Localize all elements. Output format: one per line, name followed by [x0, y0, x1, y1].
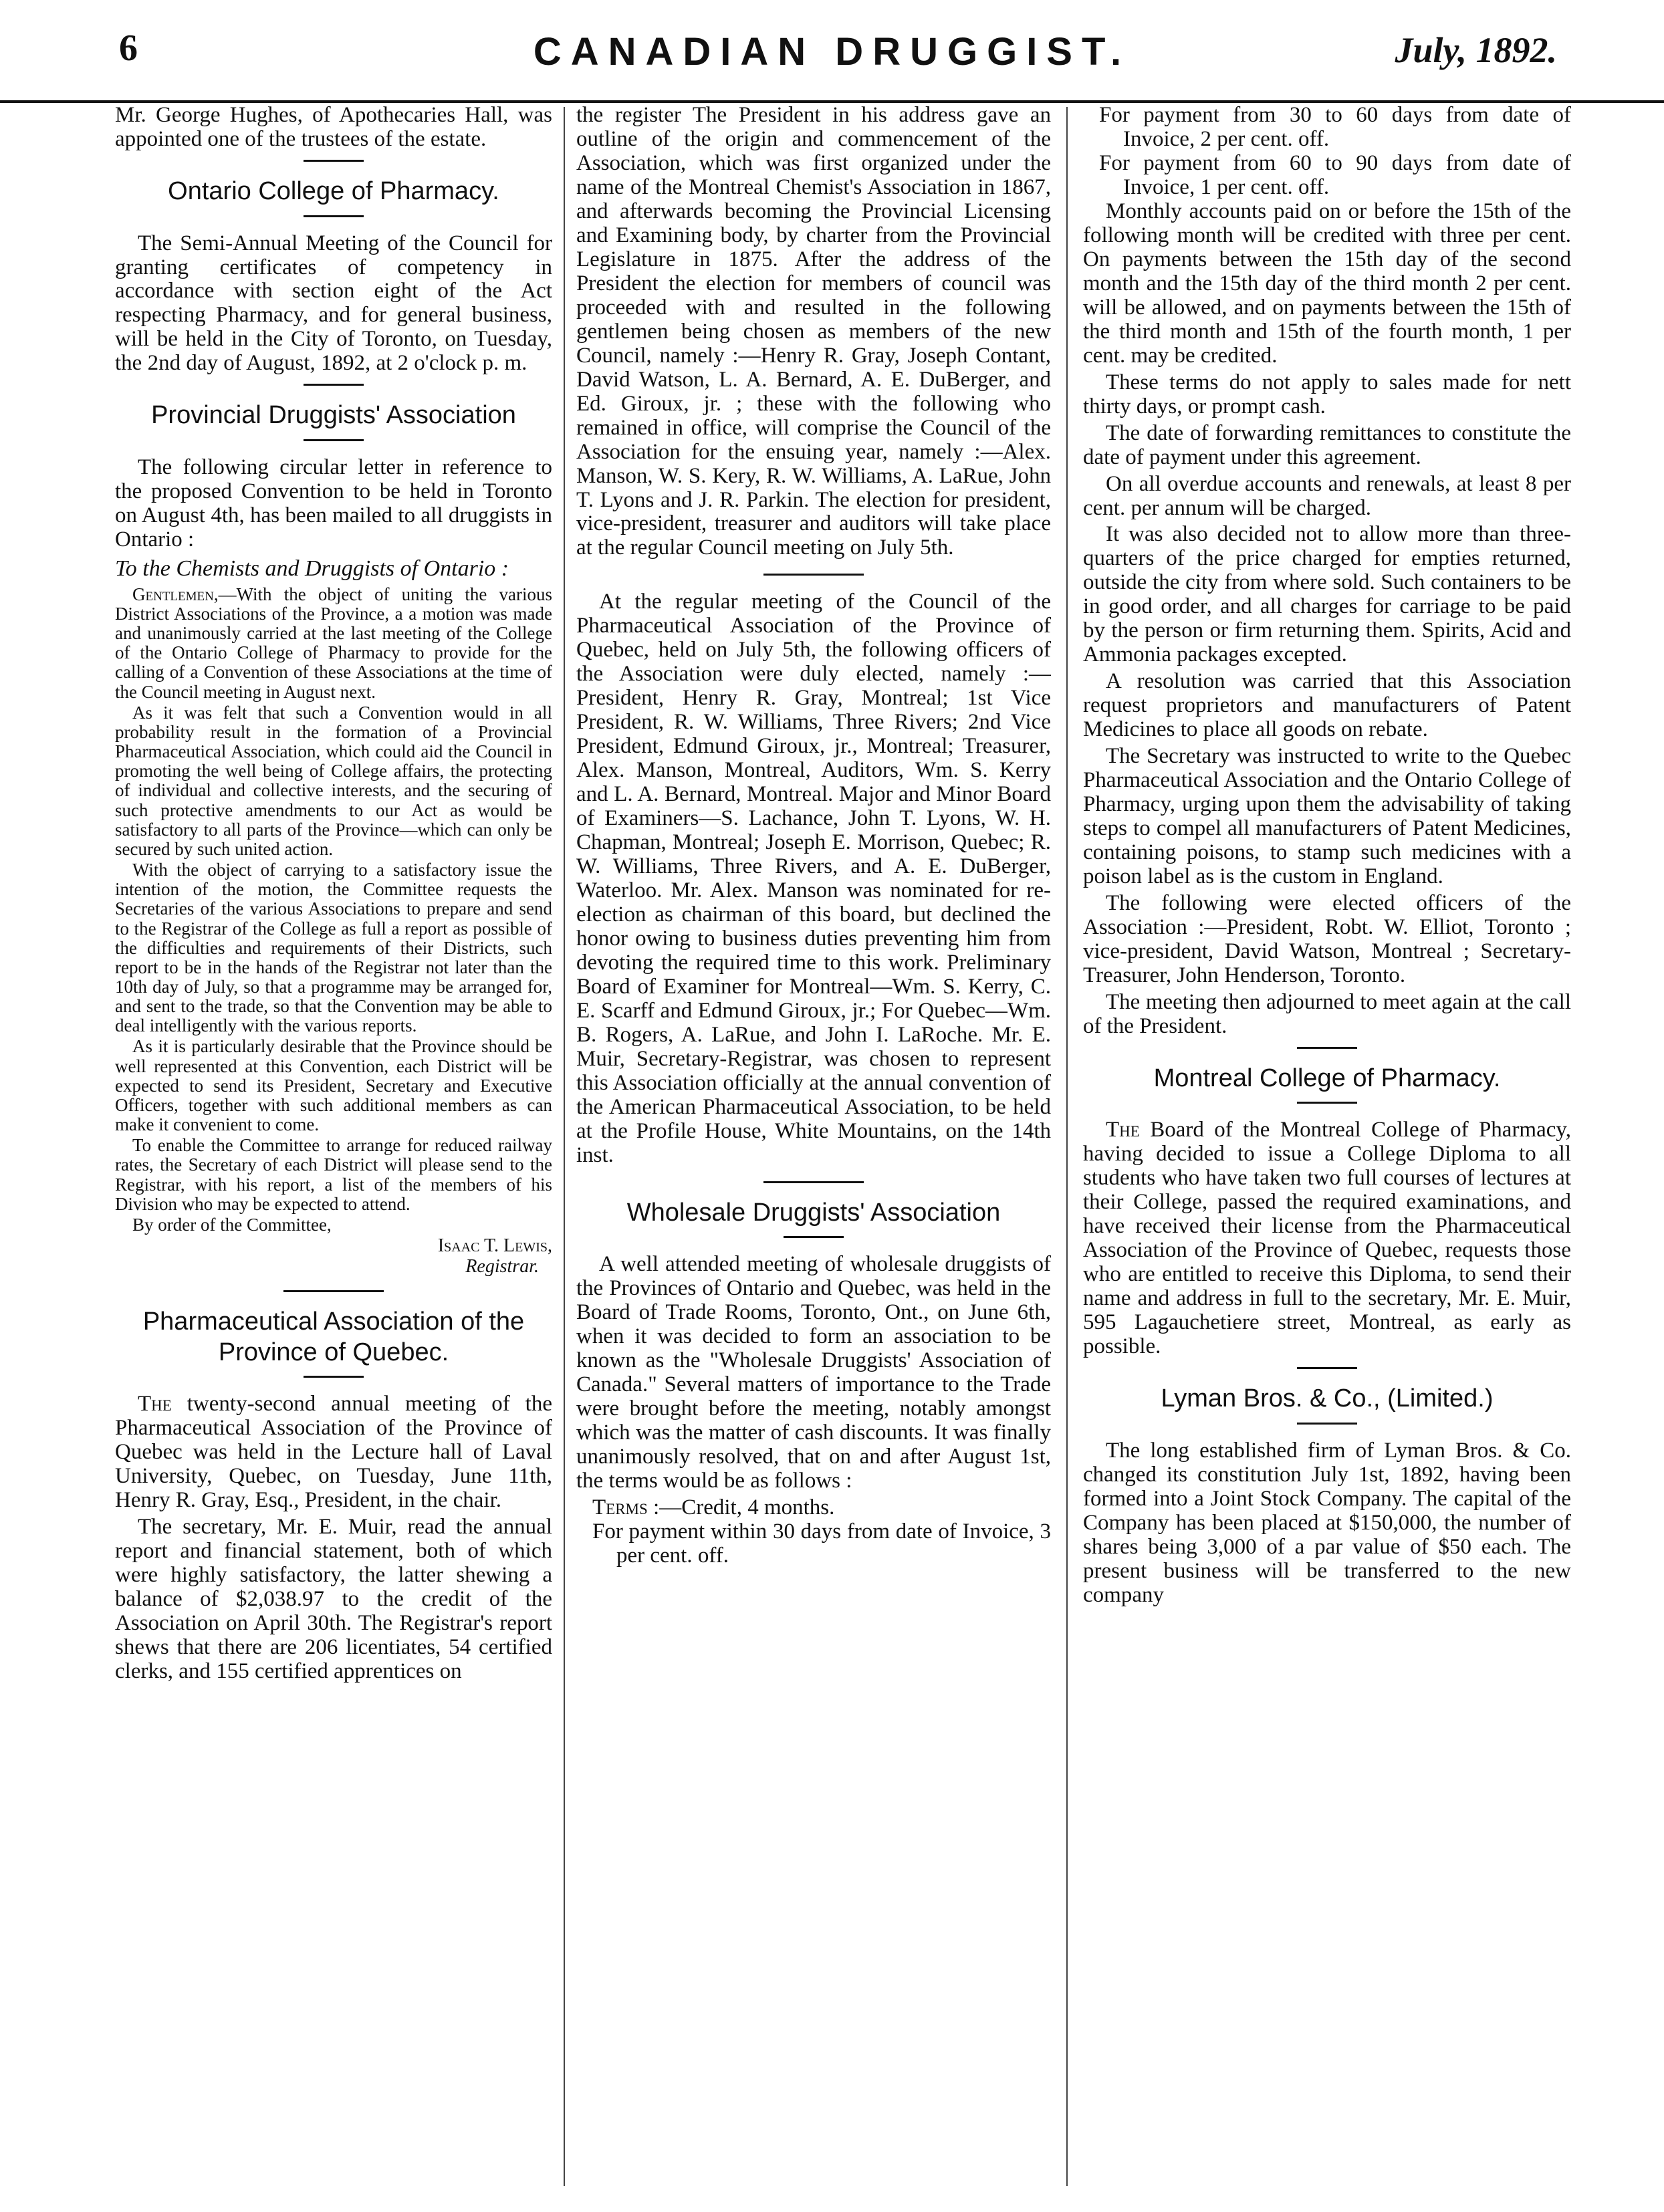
- article-paragraph: A well attended meeting of wholesale druggists of the Provinces of Ontario and Quebec, was held in the Board of Trade Rooms, Toronto, Ont., on June 6th, when it was decided to form an association to be known as the "Wholesale Druggists' Association of Canada." Several matters of importance to the Trade were brought before the meeting, notably amongst which was the matter of cash discounts. It was finally unanimously resolved, that on and after August 1st, the terms would be as follows :: [576, 1252, 1051, 1493]
- heading-wholesale-druggists-association: Wholesale Druggists' Association: [626, 1198, 1001, 1227]
- article-paragraph: The following were elected officers of the Association :—President, Robt. W. Elliot, Toronto ; vice-president, David Watson, Montreal ; Secretary-Treasurer, John Henderson, Toronto.: [1083, 891, 1571, 987]
- letter-salutation: To the Chemists and Druggists of Ontario :: [115, 556, 509, 581]
- article-paragraph: The long established firm of Lyman Bros. & Co. changed its constitution July 1st, 1892, having been formed into a Joint Stock Company. The capital of the Company has been placed at $150,000, the number of shares being 3,000 of a par value of $50 each. The present business will be transferred to the new company: [1083, 1438, 1571, 1607]
- article-paragraph: It was also decided not to allow more than three-quarters of the price charged for empties returned, outside the city from where sold. Such containers to be in good order, and all charges for carriage to be paid by the person or firm returning them. Spirits, Acid and Ammonia packages excepted.: [1083, 522, 1571, 667]
- payment-term: For payment from 60 to 90 days from date of Invoice, 1 per cent. off.: [1099, 150, 1571, 199]
- section-rule: [1297, 1367, 1357, 1369]
- article-paragraph: The secretary, Mr. E. Muir, read the annual report and financial statement, both of which were highly satisfactory, the latter shewing a balance of $2,038.97 to the credit of the Association on April 30th. The Registrar's report shews that there are 206 licentiates, 54 certified clerks, and 155 certified apprentices on: [115, 1515, 552, 1683]
- article-text: Board of the Montreal College of Pharmacy, having decided to issue a College Diploma to all students who have taken two full courses of lectures at their College, passed the required examinations, and have received their license from the Pharmaceutical Association of the Province of Quebec, requests those who are entitled to receive this Diploma, to send their name and address in full to the secretary, Mr. E. Muir, 595 Lagauchetiere street, Montreal, as early as possible.: [1083, 1118, 1571, 1359]
- article-paragraph: The date of forwarding remittances to constitute the date of payment under this agreement.: [1083, 420, 1571, 469]
- section-rule: [763, 1181, 864, 1183]
- section-rule: [763, 574, 864, 576]
- section-rule: [304, 439, 364, 441]
- letter-greeting: Gentlemen,: [132, 584, 219, 604]
- payment-term: For payment from 30 to 60 days from date of Invoice, 2 per cent. off.: [1099, 104, 1571, 151]
- section-rule: [784, 1236, 844, 1238]
- article-paragraph: The meeting then adjourned to meet again at the call of the President.: [1083, 989, 1571, 1038]
- column-rule: [564, 107, 565, 2186]
- column-1: [115, 104, 552, 2189]
- letter-paragraph: [115, 585, 552, 702]
- article-paragraph: Mr. George Hughes, of Apothecaries Hall, was appointed one of the trustees of the estate.: [115, 104, 552, 151]
- section-rule: [283, 1290, 384, 1292]
- terms-line: [576, 1496, 1051, 1520]
- article-paragraph: the register The President in his address gave an outline of the origin and commencement of the Association, which was first organized under the name of the Montreal Chemist's Association in 1867, and afterwards becoming the Provincial Licensing and Examining body, by charter from the Provincial Legislature in 1875. After the address of the President the election for members of council was proceeded with and resulted in the following gentlemen being chosen as members of the new Council, namely :—Henry R. Gray, Joseph Contant, David Watson, L. A. Bernard, A. E. DuBerger, and Ed. Giroux, jr. ; these with the following who remained in office, will comprise the Council of the Association for the ensuing year, namely :—Alex. Manson, W. S. Kery, R. W. Williams, A. LaRue, John T. Lyons and J. R. Parkin. The election for president, vice-president, treasurer and auditors will take place at the regular Council meeting on July 5th.: [576, 104, 1051, 560]
- section-rule: [304, 384, 364, 386]
- section-rule: [304, 215, 364, 217]
- letter-paragraph: By order of the Committee,: [132, 1214, 332, 1235]
- payment-term: For payment within 30 days from date of Invoice, 3 per cent. off.: [592, 1519, 1051, 1568]
- letter-text: —With the object of uniting the various District Associations of the Province, a a motion was made and unanimously carried at the last meeting of the College of the Ontario College of Pharmacy to provide for the calling of a Convention of these Associations at the time of the Council meeting in August next.: [115, 584, 552, 702]
- heading-ontario-college-of-pharmacy: Ontario College of Pharmacy.: [168, 176, 499, 205]
- article-paragraph: At the regular meeting of the Council of the Pharmaceutical Association of the Province of Quebec, held on July 5th, the following officers of the Association were duly elected, namely :—President, Henry R. Gray, Montreal; 1st Vice President, R. W. Williams, Three Rivers; 2nd Vice President, Edmund Giroux, jr., Montreal; Treasurer, Alex. Manson, Montreal, Auditors, Wm. S. Kerry and L. A. Bernard, Montreal. Major and Minor Board of Examiners—S. Lachance, John T. Lyons, W. H. Chapman, Montreal; Joseph E. Morrison, Quebec; R. W. Williams, Three Rivers, and A. E. DuBerger, Waterloo. Mr. Alex. Manson was nominated for re-election as chairman of this board, but declined the honor owing to business duties preventing him from devoting the required time to this work. Preliminary Board of Examiner for Montreal—Wm. S. Kerry, C. E. Scarff and Edmund Giroux, jr.; For Quebec—Wm. B. Rogers, A. LaRue, and John I. LaRoche. Mr. E. Muir, Secretary-Registrar, was chosen to represent this Association officially at the annual convention of the American Pharmaceutical Association, to be held at the Profile House, White Mountains, on the 14th inst.: [576, 590, 1051, 1167]
- letter-paragraph: As it is particularly desirable that the Province should be well represented at this Convention, each District will be expected to send its President, Secretary and Executive Officers, together with such additional members as can make it convenient to come.: [115, 1036, 552, 1135]
- column-rule: [1066, 107, 1068, 2186]
- heading-montreal-college-of-pharmacy: Montreal College of Pharmacy.: [1153, 1064, 1501, 1092]
- section-rule: [1297, 1423, 1357, 1425]
- article-paragraph: On all overdue accounts and renewals, at least 8 per cent. per annum will be charged.: [1083, 471, 1571, 520]
- column-2: [576, 104, 1051, 2189]
- article-paragraph: Monthly accounts paid on or before the 15th of the following month will be credited with three per cent. On payments between the 15th day of the second month and the 15th day of the third month 2 per cent. will be allowed, and on payments between the 15th of the third month and 15th of the fourth month, 1 per cent. may be credited.: [1083, 199, 1571, 368]
- column-3: [1083, 104, 1571, 2189]
- page-number: 6: [119, 27, 138, 69]
- heading-lyman-bros: Lyman Bros. & Co., (Limited.): [1161, 1384, 1494, 1413]
- letter-paragraph: With the object of carrying to a satisfactory issue the intention of the motion, the Committee requests the Secretaries of the various Associations to prepare and send to the Registrar of the College as full a report as possible of the difficulties and requirements of their Districts, such report to be in the hands of the Registrar not later than the 10th day of July, so that a programme may be arranged for, and sent to the trade, so that the Convention may be able to deal intelligently with the various reports.: [115, 860, 552, 1036]
- article-paragraph: [1083, 1118, 1571, 1359]
- letter-paragraph: To enable the Committee to arrange for reduced railway rates, the Secretary of each District will please send to the Registrar, with his report, a list of the members of his Division who may be expected to attend.: [115, 1135, 552, 1214]
- section-rule: [304, 160, 364, 162]
- heading-provincial-druggists-association: Provincial Druggists' Association: [151, 401, 516, 430]
- running-head: [0, 20, 1664, 103]
- letter-paragraph: As it was felt that such a Convention would in all probability result in the formation of a Provincial Pharmaceutical Association, which could aid the Council in promoting the well being of College affairs, the protecting of individual and collective interests, and the securing of such protective amendments to our Act as would be satisfactory to all parts of the Province—which can only be secured by such united action.: [115, 702, 552, 859]
- article-paragraph: The following circular letter in reference to the proposed Convention to be held in Toronto on August 4th, has been mailed to all druggists in Ontario :: [115, 455, 552, 551]
- terms-label: Terms: [592, 1495, 648, 1519]
- article-paragraph: These terms do not apply to sales made for nett thirty days, or prompt cash.: [1083, 370, 1571, 418]
- section-rule: [1297, 1047, 1357, 1049]
- terms-text: :—Credit, 4 months.: [647, 1495, 835, 1519]
- section-rule: [304, 1376, 364, 1378]
- article-paragraph: The Secretary was instructed to write to the Quebec Pharmaceutical Association and the Ontario College of Pharmacy, urging upon them the advisability of taking steps to compel all manufacturers of Patent Medicines, containing poisons, to stamp such medicines with a poison label as is the custom in England.: [1083, 744, 1571, 889]
- lead-word: The: [138, 1392, 172, 1417]
- article-paragraph: A resolution was carried that this Association request proprietors and manufacturers of Patent Medicines to place all goods on rebate.: [1083, 669, 1571, 742]
- section-rule: [1297, 1102, 1357, 1104]
- article-text: twenty-second annual meeting of the Pharmaceutical Association of the Province of Quebec was held in the Lecture hall of Laval University, Quebec, on Tuesday, June 11th, Henry R. Gray, Esq., President, in the chair.: [115, 1392, 552, 1513]
- article-paragraph: [115, 1392, 552, 1513]
- signature-name: Isaac T. Lewis,: [437, 1235, 552, 1257]
- article-paragraph: The Semi-Annual Meeting of the Council for granting certificates of competency in accordance with section eight of the Act respecting Pharmacy, and for general business, will be held in the City of Toronto, on Tuesday, the 2nd day of August, 1892, at 2 o'clock p. m.: [115, 231, 552, 376]
- issue-date: July, 1892.: [1395, 30, 1557, 70]
- lead-word: The: [1106, 1118, 1140, 1142]
- masthead-title: CANADIAN DRUGGIST.: [533, 30, 1131, 74]
- signature-title: Registrar.: [465, 1255, 539, 1277]
- heading-pharmaceutical-association-quebec: Pharmaceutical Association of the Province of Quebec.: [142, 1308, 525, 1366]
